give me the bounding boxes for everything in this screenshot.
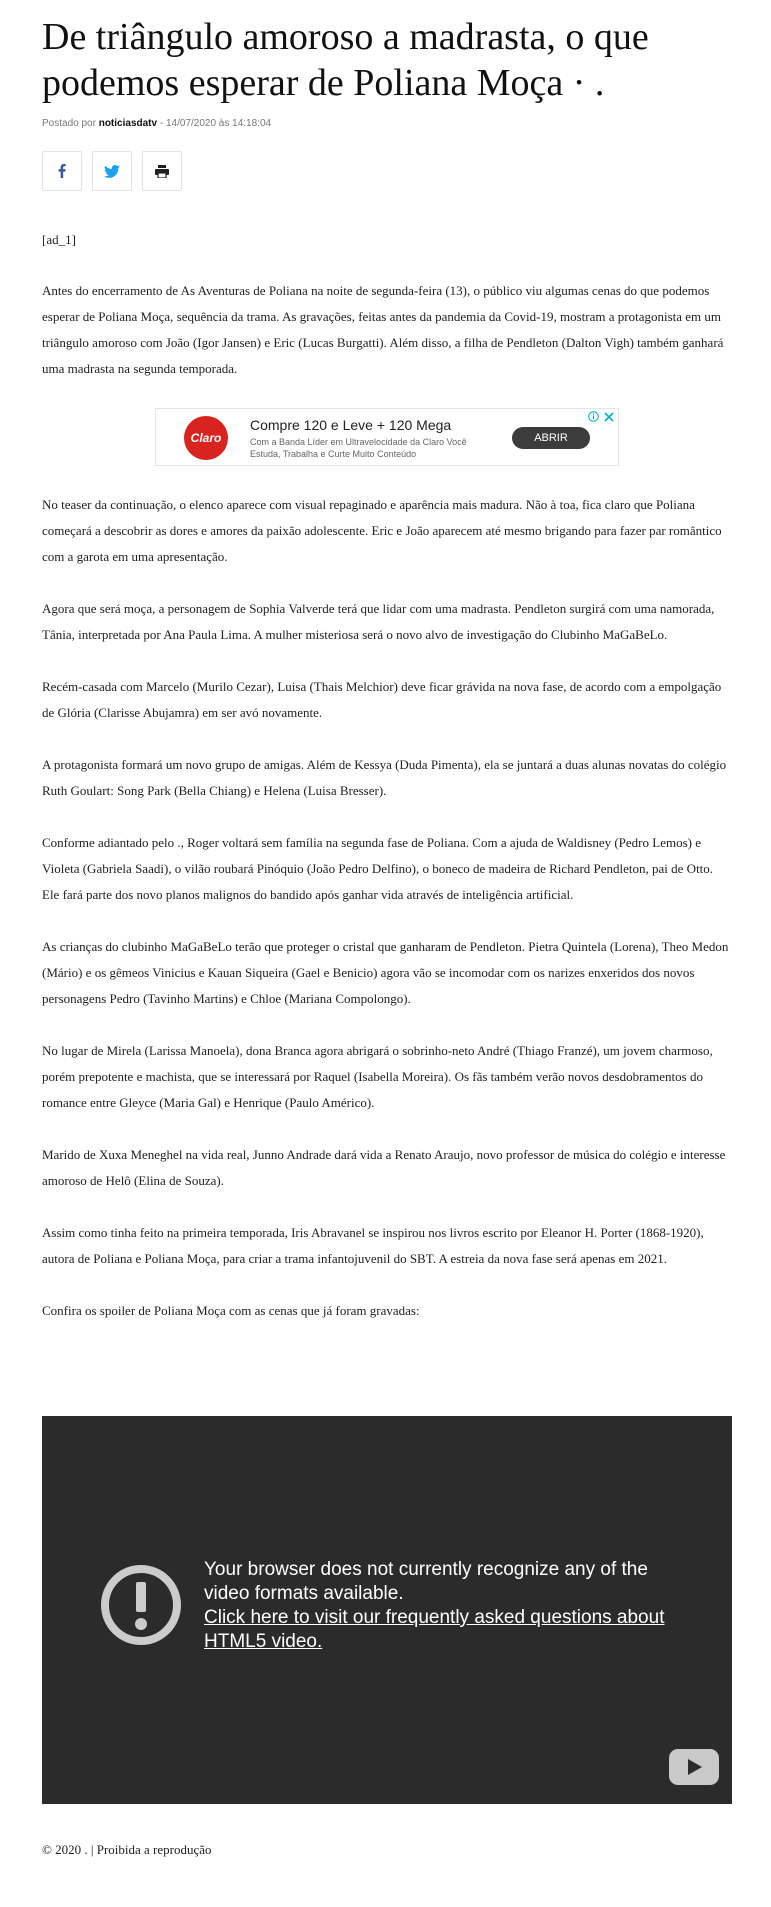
share-twitter-button[interactable] — [92, 151, 132, 191]
article-container — [42, 0, 732, 1857]
ad-placeholder-text: [ad_1] — [42, 232, 76, 247]
ad-open-button[interactable]: ABRIR — [512, 427, 590, 449]
ad-title[interactable]: Compre 120 e Leve + 120 Mega — [250, 417, 452, 433]
claro-logo — [184, 416, 228, 460]
twitter-icon — [104, 165, 120, 178]
meta-separator: - — [159, 118, 164, 129]
video-player[interactable] — [42, 1416, 732, 1804]
article-paragraph: Confira os spoiler de Poliana Moça com as cenas que já foram gravadas: — [42, 1303, 420, 1318]
ad-subtitle: Com a Banda Líder em Ultravelocidade da Claro Você Estuda, Trabalha e Curte Muito Conteúdo — [250, 437, 467, 459]
footer-text: © 2020 . | Proibida a reprodução — [42, 1842, 212, 1857]
article-title: De triângulo amoroso a madrasta, o que podemos esperar de Poliana Moça · . — [42, 16, 649, 104]
article-paragraph: Recém-casada com Marcelo (Murilo Cezar), Luisa (Thais Melchior) deve ficar grávida na nova fase, de acordo com a empolgação de Glória (Clarisse Abujamra) em ser avó novamente. — [42, 679, 722, 720]
share-facebook-button[interactable] — [42, 151, 82, 191]
article-paragraph: As crianças do clubinho MaGaBeLo terão que proteger o cristal que ganharam de Pendleton. Pietra Quintela (Lorena), Theo Medon (Mário) e os gêmeos Vinicius e Kauan Siqueira (Gael e Benicio) agora vão se incomodar com os narizes enxeridos dos novos personagens Pedro (Tavinho Martins) e Chloe (Mariana Compolongo). — [42, 939, 729, 1006]
post-date: 14/07/2020 às 14:18:04 — [165, 118, 272, 129]
article-paragraph: Marido de Xuxa Meneghel na vida real, Junno Andrade dará vida a Renato Araujo, novo professor de música do colégio e interesse amoroso de Helô (Elina de Souza). — [42, 1147, 726, 1188]
claro-logo-text: Claro — [190, 431, 222, 445]
article-paragraph: Antes do encerramento de As Aventuras de Poliana na noite de segunda-feira (13), o público viu algumas cenas do que podemos esperar de Poliana Moça, sequência da trama. As gravações, feitas antes da pandemia da Covid-19, mostram a protagonista em um triângulo amoroso com João (Igor Jansen) e Eric (Lucas Burgatti). Além disso, a filha de Pendleton (Dalton Vigh) também ganhará uma madrasta na segunda temporada. — [42, 283, 724, 376]
article-paragraph: Assim como tinha feito na primeira temporada, Iris Abravanel se inspirou nos livros escrito por Eleanor H. Porter (1868-1920), autora de Poliana e Poliana Moça, para criar a trama infantojuvenil do SBT. A estreia da nova fase será apenas em 2021. — [42, 1225, 704, 1266]
info-icon[interactable] — [588, 411, 599, 422]
youtube-icon[interactable] — [669, 1749, 719, 1785]
print-icon — [155, 165, 169, 178]
video-format-text: Your browser does not currently recognize any of the video formats available. — [204, 1559, 648, 1604]
article-paragraph: A protagonista formará um novo grupo de amigas. Além de Kessya (Duda Pimenta), ela se juntará a duas alunas novatas do colégio Ruth Goulart: Song Park (Bella Chiang) e Helena (Luisa Bresser). — [42, 757, 727, 798]
article-paragraph: Agora que será moça, a personagem de Sophia Valverde terá que lidar com uma madrasta. Pendleton surgirá com uma namorada, Tânia, interpretada por Ana Paula Lima. A mulher misteriosa será o novo alvo de investigação do Clubinho MaGaBeLo. — [42, 601, 715, 642]
posted-by-label: Postado por — [42, 118, 96, 129]
facebook-icon — [58, 164, 66, 178]
article-paragraph: Conforme adiantado pelo ., Roger voltará sem família na segunda fase de Poliana. Com a ajuda de Waldisney (Pedro Lemos) e Violeta (Gabriela Saadi), o vilão roubará Pinóquio (João Pedro Delfino), o boneco de madeira de Richard Pendleton, pai de Otto. Ele fará parte dos novo planos malignos do bandido após ganhar vida através de inteligência artificial. — [42, 835, 714, 902]
author-link[interactable]: noticiasdatv — [98, 118, 158, 129]
article-meta — [42, 118, 732, 132]
article-content — [42, 227, 732, 1324]
advertisement-banner[interactable] — [155, 408, 619, 466]
article-paragraph: No teaser da continuação, o elenco aparece com visual repaginado e aparência mais madura. Não à toa, fica claro que Poliana começará a descobrir as dores e amores da paixão adolescente. Eric e João aparecem até mesmo brigando para fazer par romântico com a garota em uma apresentação. — [42, 497, 722, 564]
video-error-message — [204, 1558, 674, 1654]
warning-icon — [100, 1564, 182, 1646]
close-icon[interactable] — [604, 412, 614, 422]
article-paragraph: No lugar de Mirela (Larissa Manoela), dona Branca agora abrigará o sobrinho-neto André (Thiago Franzé), um jovem charmoso, porém prepotente e machista, que se interessará por Raquel (Isabella Moreira). Os fãs também verão novos desdobramentos do romance entre Gleyce (Maria Gal) e Henrique (Paulo Américo). — [42, 1043, 713, 1110]
share-bar — [42, 151, 732, 191]
ad-choices — [588, 411, 614, 422]
html5-faq-link[interactable]: Click here to visit our frequently asked questions about HTML5 video. — [204, 1607, 665, 1652]
share-print-button[interactable] — [142, 151, 182, 191]
